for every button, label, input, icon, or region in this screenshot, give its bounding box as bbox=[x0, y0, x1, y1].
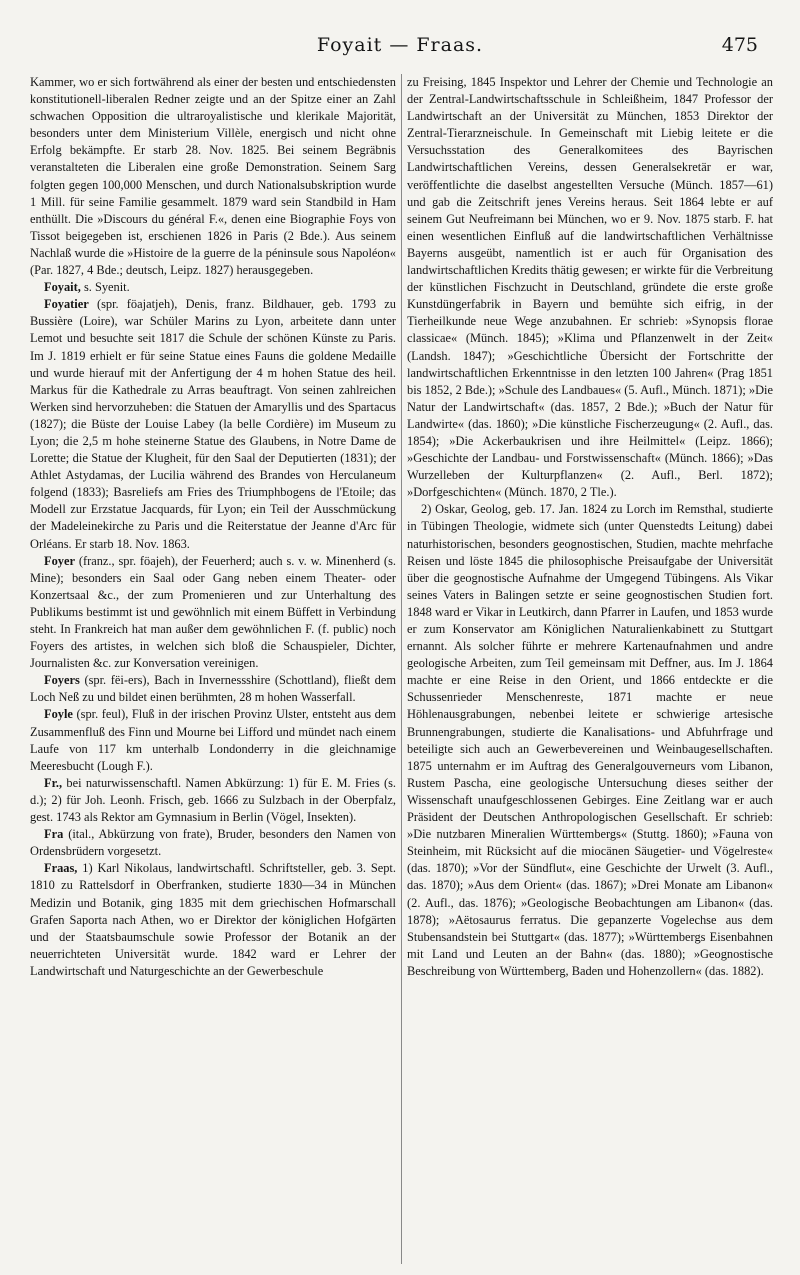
entry-headword: Foyer bbox=[44, 553, 75, 568]
dictionary-entry bbox=[30, 826, 396, 860]
text-columns bbox=[30, 74, 773, 1264]
entry-headword: Fraas, bbox=[44, 861, 78, 876]
right-column bbox=[407, 74, 773, 1264]
column-divider bbox=[401, 74, 402, 1264]
dictionary-entry bbox=[30, 706, 396, 774]
dictionary-entry bbox=[407, 74, 773, 501]
left-column bbox=[30, 74, 396, 1264]
entry-text: (franz., spr. föajeh), der Feuerherd; auch s. v. w. Minenherd (s. Mine); besonders ein Saal oder Gang neben einem Theater- oder Konzertsaal &c., der zum Promenieren und zur Unterhaltung des Publikums bestimmt ist und gewöhnlich mit einem Büffett in Verbindung steht. In Frankreich hat man außer dem gewöhnlichen F. (f. public) noch Foyers des artistes, in welchen sich bloß die Schauspieler, Dichter, Journalisten &c. zur Konversation vereinigen. bbox=[30, 553, 396, 671]
entry-text: zu Freising, 1845 Inspektor und Lehrer der Chemie und Technologie an der Zentral-Landwirtschaftsschule in Schleißheim, 1847 Professor der Landwirtschaft an der Universität zu München, 1853 Direktor der Zentral-Tierarzneischule. In Gemeinschaft mit Liebig leitete er die Versuchsstation des Generalkomitees des Bayrischen Landwirtschaftlichen Vereins, dessen Generalsekretär er war, veröffentlichte die daselbst angestellten Versuche (Münch. 1857—61) und gab die Zeitschrift jenes Vereins heraus. Seit 1864 lebte er auf seinem Gut Neufreimann bei München, wo er 9. Nov. 1875 starb. F. hat einen wesentlichen Einfluß auf die landwirtschaftlichen Verhältnisse Bayerns ausgeübt, namentlich ist er auch für Organisation des landwirtschaftlichen Kredits thätig gewesen; er wirkte für die Verbreitung der künstlichen Fischzucht in Deutschland, gründete die erste große Kunstdüngerfabrik in Bayern und bemühte sich eifrig, in der Tierheilkunde neue Wege anzubahnen. Er schrieb: »Synopsis florae classicae« (Münch. 1845); »Klima und Pflanzenwelt in der Zeit« (Landsh. 1847); »Geschichtliche Übersicht der Fortschritte der landwirtschaftlichen Erkenntnisse in den letzten 100 Jahren« (Prag 1851 bis 1852, 2 Bde.); »Schule des Landbaues« (5. Aufl., Münch. 1871); »Die Natur der Landwirtschaft« (das. 1857, 2 Bde.); »Buch der Natur für Landwirte« (das. 1860); »Die künstliche Fischerzeugung« (2. Aufl., das. 1854); »Die Ackerbaukrisen und ihre Heilmittel« (Leipz. 1866); »Geschichte der Landbau- und Forstwissenschaft« (Münch. 1866); »Das Wurzelleben der Kulturpflanzen« (2. Aufl., Berl. 1872); »Dorfgeschichten« (Münch. 1870, 2 Tle.). bbox=[407, 75, 773, 500]
dictionary-entry bbox=[30, 860, 396, 980]
running-head: Foyait — Fraas. bbox=[316, 34, 484, 56]
entry-text: (spr. fëi-ers), Bach in Invernessshire (Schottland), fließt dem Loch Neß zu und bildet einen berühmten, 28 m hohen Wasserfall. bbox=[30, 673, 396, 705]
entry-headword: Foyait, bbox=[44, 280, 81, 295]
entry-text: (ital., Abkürzung von frate), Bruder, besonders den Namen von Ordensbrüdern vorgesetzt. bbox=[30, 827, 396, 859]
entry-text: (spr. feul), Fluß in der irischen Provinz Ulster, entsteht aus dem Zusammenfluß des Finn und Mourne bei Lifford und mündet nach einem Laufe von 117 km unterhalb Londonderry in die gleichnamige Meeresbucht (Lough F.). bbox=[30, 707, 396, 773]
entry-text: 1) Karl Nikolaus, landwirtschaftl. Schriftsteller, geb. 3. Sept. 1810 zu Rattelsdorf in Oberfranken, studierte 1830—34 in München Medizin und Botanik, ging 1835 mit dem griechischen Hofmarschall Grafen Saporta nach Athen, wo er Direktor der königlichen Hofgärten und der Staatsbaumschule sowie Professor der Botanik an der neuerrichteten Universität wurde. 1842 ward er Lehrer der Landwirtschaft und Naturgeschichte an der Gewerbeschule bbox=[30, 861, 396, 978]
dictionary-entry bbox=[30, 553, 396, 673]
entry-headword: Foyers bbox=[44, 673, 80, 688]
dictionary-entry bbox=[30, 775, 396, 826]
entry-headword: Fra bbox=[44, 827, 64, 842]
entry-text: (spr. föajatjeh), Denis, franz. Bildhauer, geb. 1793 zu Bussière (Loire), war Schüler Marins zu Lyon, arbeitete dann unter Lemot und besuchte seit 1817 die Schule der schönen Künste zu Paris. Im J. 1819 erhielt er für seine Statue eines Fauns die goldene Medaille und wurde hierauf mit der Anfertigung der 4 m hohen Statue des heil. Markus für die Kathedrale zu Arras beauftragt. Von seinen zahlreichen Werken sind hervorzuheben: die Statuen der Amaryllis und des Spartacus (1827); die Büste der Louise Labey (la belle Cordière) im Museum zu Lyon; die 2,5 m hohe steinerne Statue des Glaubens, in Notre Dame de Lorette; die Statue der Klugheit, für den Saal der Deputierten (1831); der Athlet Astydamas, der Lucilia während des Brandes von Herculaneum folgend (1833); Basreliefs am Fries des Triumphbogens de l'Etoile; das Modell zur Erzstatue Jacquards, für Lyon; ein Teil der Ausschmückung der Madeleinekirche zu Paris und die Reiterstatue der Jeanne d'Arc für Orléans. Er starb 18. Nov. 1863. bbox=[30, 297, 396, 551]
dictionary-entry bbox=[30, 74, 396, 279]
page-header bbox=[32, 34, 768, 60]
entry-text: 2) Oskar, Geolog, geb. 17. Jan. 1824 zu Lorch im Remsthal, studierte in Tübingen Theologie, widmete sich (unter Quenstedts Leitung) dabei naturhistorischen, besonders geognostischen, Studien, machte mehrfache Reisen und löste 1845 die philosophische Preisaufgabe der Universität über die geognostische Aufnahme der Umgegend Tübingens. Als Vikar seines Vaters in Balingen setzte er seine geognostischen Studien fort. 1848 ward er Vikar in Leutkirch, dann Pfarrer in Laufen, und 1853 wurde er zum Konservator am Königlichen Naturalienkabinett zu Stuttgart ernannt. Als solcher führte er mehrere Kartenaufnahmen und andre geologische Arbeiten, zum Teil gemeinsam mit Deffner, aus. Im J. 1864 machte er eine Reise in den Orient, und 1866 entdeckte er die Schussenrieder Menschenreste, 1871 machte er neue Höhlenausgrabungen, nebenbei leitete er schwierige artesische Brunnengrabungen, studierte die Kanalisations- und Abfuhrfrage und beteiligte sich auch an Gewerbevereinen und Weinbaugesellschaften. 1875 unternahm er im Auftrag des Generalgouverneurs vom Libanon, Rustem Pascha, eine geologische Untersuchung dieses seither der Wissenschaft unaufgeschlossenen Gebirges. Eine Zeitlang war er auch Präsident der Deutschen Anthropologischen Gesellschaft. Er schrieb: »Die nutzbaren Mineralien Württembergs« (Stuttg. 1860); »Fauna von Steinheim, mit Rücksicht auf die miocänen Säugetier- und Vögelreste« (das. 1870); »Vor der Sündflut«, eine Geschichte der Urwelt (3. Aufl., das. 1870); »Aus dem Orient« (das. 1867); »Drei Monate am Libanon« (2. Aufl., das. 1876); »Geologische Beobachtungen am Libanon« (das. 1878); »Aëtosaurus ferratus. Die gepanzerte Vogelechse aus dem Stubensandstein bei Stuttgart« (das. 1877); »Württembergs Eisenbahnen mit Land und Leuten an der Bahn« (das. 1880); »Geognostische Beschreibung von Württemberg, Baden und Hohenzollern« (das. 1882). bbox=[407, 502, 773, 978]
entry-text: s. Syenit. bbox=[83, 280, 130, 295]
dictionary-entry bbox=[407, 501, 773, 980]
dictionary-entry bbox=[30, 279, 396, 296]
dictionary-entry bbox=[30, 296, 396, 552]
entry-headword: Foyatier bbox=[44, 297, 89, 312]
dictionary-entry bbox=[30, 672, 396, 706]
page-number: 475 bbox=[721, 34, 758, 56]
entry-text: bei naturwissenschaftl. Namen Abkürzung: 1) für E. M. Fries (s. d.); 2) für Joh. Leonh. Frisch, geb. 1666 zu Sulzbach in der Oberpfalz, gest. 1743 als Rektor am Gymnasium in Berlin (Vögel, Insekten). bbox=[30, 775, 396, 825]
entry-headword: Fr., bbox=[44, 775, 63, 790]
entry-text: Kammer, wo er sich fortwährend als einer der besten und entschiedensten konstitutionell-liberalen Redner zeigte und an der Spitze einer an Zahl schwachen Opposition die ultraroyalistische und klerikale Majorität, besonders unter dem Ministerium Villèle, energisch und nicht ohne Erfolg bekämpfte. Er starb 28. Nov. 1825. Bei seinem Begräbnis veranstalteten die Liberalen eine große Demonstration. Seinem Sarg folgten gegen 100,000 Menschen, und durch Nationalsubskription wurde 1 Mill. für seine Familie gesammelt. 1879 ward sein Standbild in Ham enthüllt. Die »Discours du général F.«, denen eine Biographie Foys von Tissot beigegeben ist, erschienen 1826 in Paris (2 Bde.). Aus seinem Nachlaß wurde die »Histoire de la guerre de la péninsule sous Napoléon« (Par. 1827, 4 Bde.; deutsch, Leipz. 1827) herausgegeben. bbox=[30, 75, 396, 278]
entry-headword: Foyle bbox=[44, 707, 73, 722]
